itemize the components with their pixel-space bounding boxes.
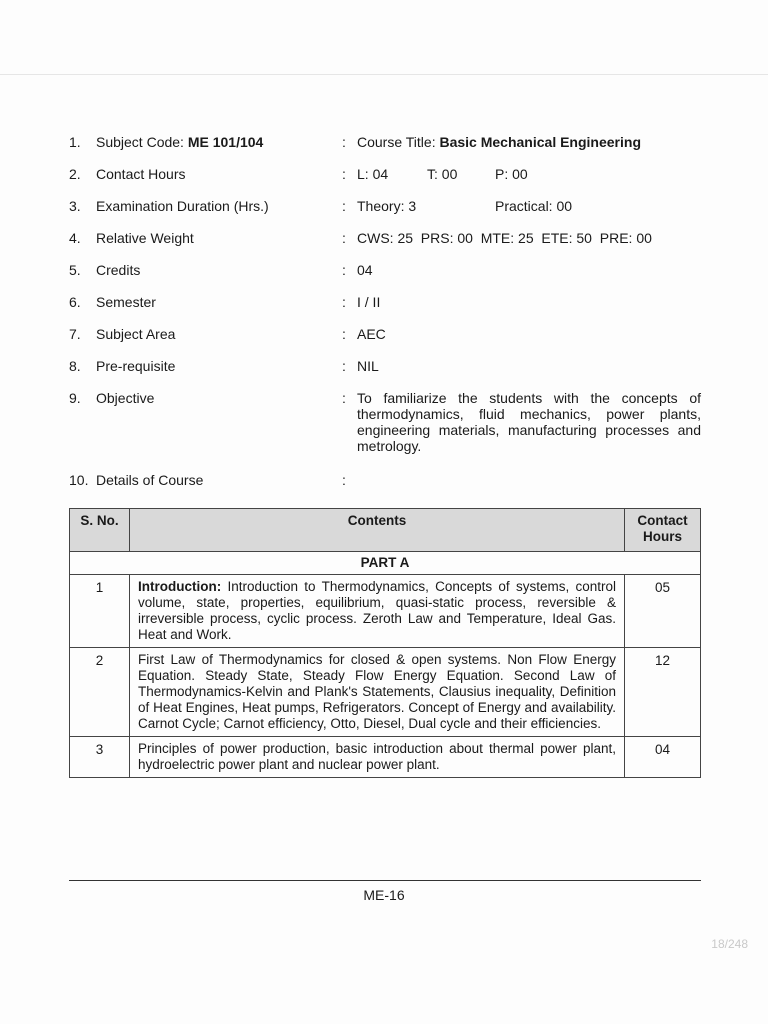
row-hours: 12 [625,648,701,737]
page-counter: 18/248 [711,937,748,951]
subject-code-value: ME 101/104 [187,134,264,150]
table-row [70,575,701,648]
tutorial-hours: T: 00 [427,166,458,182]
info-row-subject-code [69,134,709,166]
theory-duration: Theory: 3 [357,198,417,214]
row-colon: : [342,230,346,246]
top-divider [0,74,768,75]
row-sno: 1 [70,575,130,648]
table-row [70,648,701,737]
row-label: Examination Duration (Hrs.) [96,198,269,214]
row-number: 9. [69,390,81,406]
row-number: 5. [69,262,81,278]
row-value: AEC [357,326,386,342]
row-colon: : [342,326,346,342]
row-colon: : [342,262,346,278]
row-colon: : [342,390,346,406]
info-row-credits [69,262,709,294]
row-value: NIL [357,358,379,374]
info-row-contact-hours [69,166,709,198]
row-colon: : [342,472,346,488]
footer-divider [69,880,701,881]
row-number: 6. [69,294,81,310]
row-sno: 2 [70,648,130,737]
info-row-exam-duration [69,198,709,230]
row-value [357,134,701,151]
row-number: 10. [69,472,89,488]
info-row-objective [69,390,709,472]
row-label: Contact Hours [96,166,186,182]
row-colon: : [342,294,346,310]
row-label: Subject Area [96,326,176,342]
row-colon: : [342,358,346,374]
row-colon: : [342,198,346,214]
row-value: I / II [357,294,381,310]
row-value: 04 [357,262,373,278]
practical-duration: Practical: 00 [495,198,573,214]
course-content-table [69,508,701,778]
row-value [357,166,701,183]
row-label: Pre-requisite [96,358,176,374]
header-contents: Contents [130,509,625,552]
info-row-prerequisite [69,358,709,390]
row-value: CWS: 25 PRS: 00 MTE: 25 ETE: 50 PRE: 00 [357,230,652,246]
page-label: ME-16 [363,887,405,903]
row-colon: : [342,166,346,182]
row-label: Semester [96,294,156,310]
row-hours: 04 [625,737,701,778]
row-label: Relative Weight [96,230,194,246]
info-row-course-details [69,472,709,504]
table-header-row [70,509,701,552]
info-row-semester [69,294,709,326]
part-a-label: PART A [70,552,701,575]
row-hours: 05 [625,575,701,648]
course-title-value: Basic Mechanical Engineering [439,134,641,150]
row-label: Details of Course [96,472,204,488]
practical-hours: P: 00 [495,166,528,182]
subject-code-label: Subject Code: [96,134,184,150]
part-row [70,552,701,575]
course-title-label: Course Title: [357,134,436,150]
topic-text: Introduction to Thermodynamics, Concepts of systems, control volume, state, properties, equilibrium, quasi-static process, reversible & irreversible process, cyclic process. Zeroth Law and Temperature, Ideal Gas. Heat and Work. [138,579,616,642]
topic-heading: Introduction: [138,579,222,594]
info-row-subject-area [69,326,709,358]
info-row-relative-weight [69,230,709,262]
table-row [70,737,701,778]
course-info-list [69,134,709,504]
row-contents: First Law of Thermodynamics for closed & open systems. Non Flow Energy Equation. Steady State, Steady Flow Energy Equation. Second Law of Thermodynamics-Kelvin and Plank's Statements, Clausius inequality, Definition of Heat Engines, Heat pumps, Refrigerators. Concept of Energy and availability. Carnot Cycle; Carnot efficiency, Otto, Diesel, Dual cycle and their efficiencies. [130,648,625,737]
row-number: 8. [69,358,81,374]
row-number: 7. [69,326,81,342]
row-number: 1. [69,134,81,150]
lecture-hours: L: 04 [357,166,389,182]
row-colon: : [342,134,346,150]
row-number: 4. [69,230,81,246]
row-label [96,134,263,151]
row-sno: 3 [70,737,130,778]
row-contents [130,575,625,648]
row-label: Objective [96,390,155,406]
header-sno: S. No. [70,509,130,552]
header-contact-hours: Contact Hours [625,509,701,552]
row-number: 3. [69,198,81,214]
row-value [357,198,701,215]
row-label: Credits [96,262,141,278]
objective-text: To familiarize the students with the concepts of thermodynamics, fluid mechanics, power plants, engineering materials, manufacturing processes and metrology. [357,390,701,454]
row-number: 2. [69,166,81,182]
row-contents: Principles of power production, basic introduction about thermal power plant, hydroelectric power plant and nuclear power plant. [130,737,625,778]
